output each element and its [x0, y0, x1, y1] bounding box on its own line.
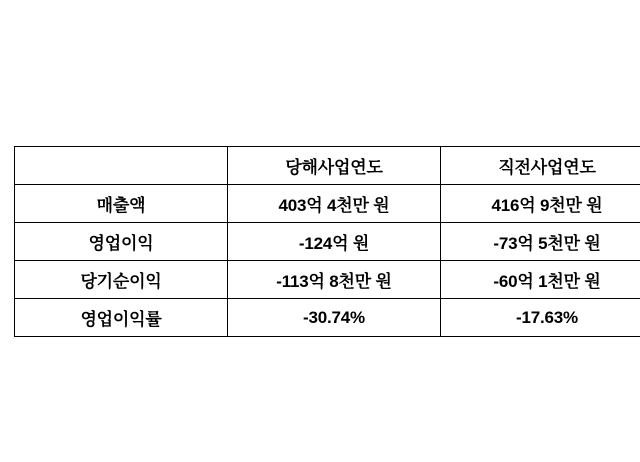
header-current-year: 당해사업연도: [228, 147, 441, 185]
cell-operating-margin-current: -30.74%: [228, 299, 441, 337]
row-label-operating-margin: 영업이익률: [15, 299, 228, 337]
row-label-revenue: 매출액: [15, 185, 228, 223]
financial-summary-table: [14, 146, 640, 337]
header-corner-cell: [15, 147, 228, 185]
cell-net-income-current: -113억 8천만 원: [228, 261, 441, 299]
table-row: [15, 299, 640, 337]
table-row: [15, 261, 640, 299]
row-label-net-income: 당기순이익: [15, 261, 228, 299]
table-row: [15, 223, 640, 261]
financial-table-container: [14, 146, 626, 337]
table-row: [15, 185, 640, 223]
cell-operating-margin-previous: -17.63%: [441, 299, 640, 337]
cell-revenue-current: 403억 4천만 원: [228, 185, 441, 223]
row-label-operating-profit: 영업이익: [15, 223, 228, 261]
cell-operating-profit-previous: -73억 5천만 원: [441, 223, 640, 261]
cell-net-income-previous: -60억 1천만 원: [441, 261, 640, 299]
table-header-row: [15, 147, 640, 185]
cell-revenue-previous: 416억 9천만 원: [441, 185, 640, 223]
cell-operating-profit-current: -124억 원: [228, 223, 441, 261]
header-previous-year: 직전사업연도: [441, 147, 640, 185]
